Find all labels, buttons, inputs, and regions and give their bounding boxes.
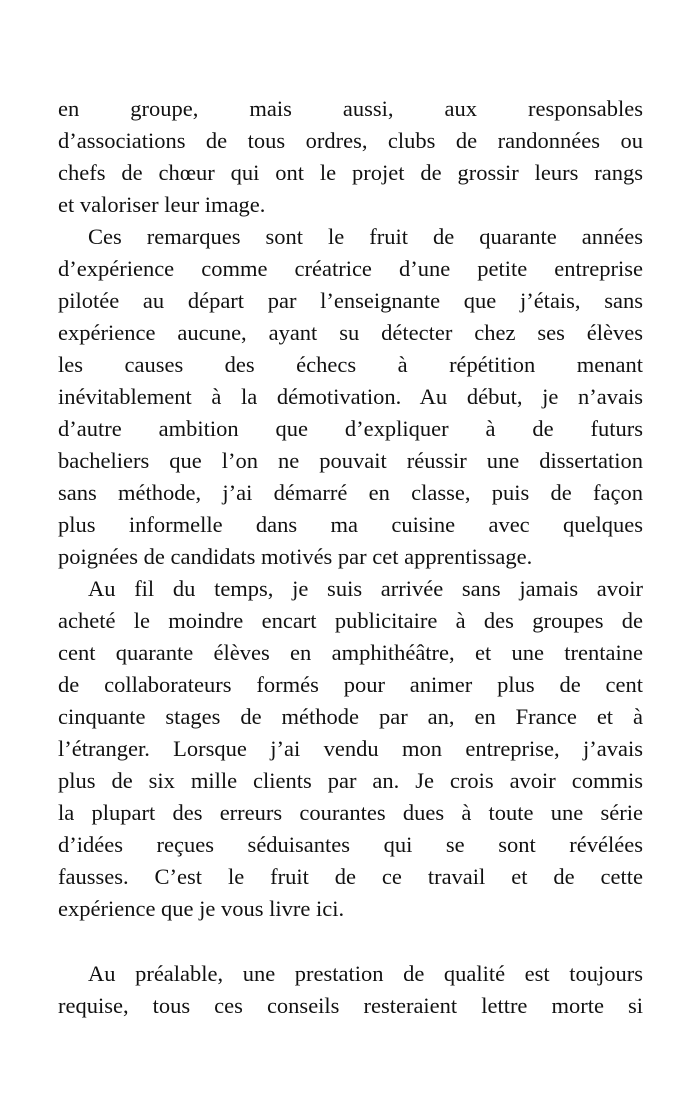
text-line: fausses. C’est le fruit de ce travail et de cette bbox=[58, 864, 643, 889]
text-line: la plupart des erreurs courantes dues à toute une série bbox=[58, 800, 643, 825]
text-line: cent quarante élèves en amphithéâtre, et une trentaine bbox=[58, 640, 643, 665]
paragraph-1 bbox=[58, 93, 643, 221]
text-line: de collaborateurs formés pour animer plus de cent bbox=[58, 672, 643, 697]
text-line: d’autre ambition que d’expliquer à de futurs bbox=[58, 416, 643, 441]
text-line: l’étranger. Lorsque j’ai vendu mon entreprise, j’avais bbox=[58, 736, 643, 761]
text-line: chefs de chœur qui ont le projet de grossir leurs rangs bbox=[58, 160, 643, 185]
paragraph-2 bbox=[58, 221, 643, 573]
text-line: pilotée au départ par l’enseignante que j’étais, sans bbox=[58, 288, 643, 313]
text-line: acheté le moindre encart publicitaire à des groupes de bbox=[58, 608, 643, 633]
paragraph-3 bbox=[58, 573, 643, 925]
text-line: plus informelle dans ma cuisine avec quelques bbox=[58, 512, 643, 537]
text-line: Au préalable, une prestation de qualité est toujours bbox=[88, 961, 643, 986]
text-line: expérience aucune, ayant su détecter chez ses élèves bbox=[58, 320, 643, 345]
text-line: Au fil du temps, je suis arrivée sans jamais avoir bbox=[88, 576, 643, 601]
paragraph-gap bbox=[58, 925, 643, 958]
text-line: d’expérience comme créatrice d’une petite entreprise bbox=[58, 256, 643, 281]
paragraph-4 bbox=[58, 958, 643, 1022]
text-line: les causes des échecs à répétition menant bbox=[58, 352, 643, 377]
text-line: Ces remarques sont le fruit de quarante années bbox=[88, 224, 643, 249]
text-line: plus de six mille clients par an. Je crois avoir commis bbox=[58, 768, 643, 793]
text-line: inévitablement à la démotivation. Au début, je n’avais bbox=[58, 384, 643, 409]
text-line: et valoriser leur image. bbox=[58, 192, 266, 217]
text-line: cinquante stages de méthode par an, en France et à bbox=[58, 704, 643, 729]
text-line: d’associations de tous ordres, clubs de randonnées ou bbox=[58, 128, 643, 153]
text-line: sans méthode, j’ai démarré en classe, puis de façon bbox=[58, 480, 643, 505]
text-line: poignées de candidats motivés par cet apprentissage. bbox=[58, 544, 533, 569]
page-text bbox=[58, 93, 643, 1022]
text-line: requise, tous ces conseils resteraient lettre morte si bbox=[58, 993, 643, 1018]
text-line: bacheliers que l’on ne pouvait réussir une dissertation bbox=[58, 448, 643, 473]
text-line: expérience que je vous livre ici. bbox=[58, 896, 345, 921]
text-line: en groupe, mais aussi, aux responsables bbox=[58, 96, 643, 121]
text-line: d’idées reçues séduisantes qui se sont révélées bbox=[58, 832, 643, 857]
